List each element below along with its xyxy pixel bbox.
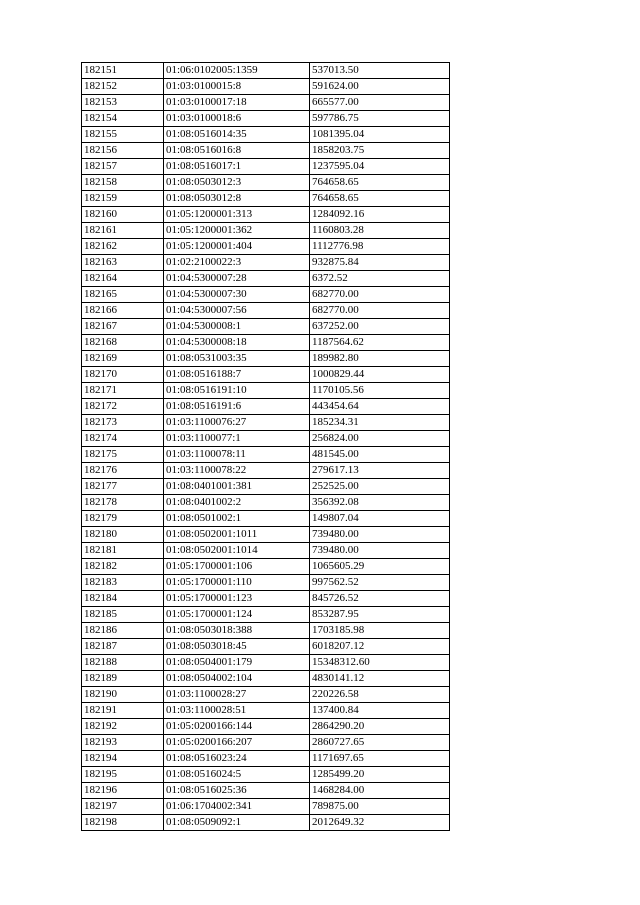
value-cell: 1187564.62 [310,335,450,351]
cadastral-number-cell: 01:04:5300008:18 [164,335,310,351]
table-row [82,671,450,687]
value-cell: 682770.00 [310,287,450,303]
table-row [82,623,450,639]
value-cell: 1285499.20 [310,767,450,783]
cadastral-number-cell: 01:03:1100078:11 [164,447,310,463]
table-row [82,79,450,95]
row-number-cell: 182163 [82,255,164,271]
row-number-cell: 182160 [82,207,164,223]
table-row [82,287,450,303]
row-number-cell: 182182 [82,559,164,575]
cadastral-value-table [81,62,450,831]
table-row [82,399,450,415]
cadastral-number-cell: 01:08:0516025:36 [164,783,310,799]
value-cell: 1237595.04 [310,159,450,175]
row-number-cell: 182159 [82,191,164,207]
cadastral-number-cell: 01:05:1700001:123 [164,591,310,607]
row-number-cell: 182191 [82,703,164,719]
table-row [82,719,450,735]
cadastral-number-cell: 01:08:0516024:5 [164,767,310,783]
cadastral-number-cell: 01:08:0502001:1014 [164,543,310,559]
cadastral-number-cell: 01:03:0100018:6 [164,111,310,127]
value-cell: 443454.64 [310,399,450,415]
row-number-cell: 182175 [82,447,164,463]
row-number-cell: 182190 [82,687,164,703]
value-cell: 1468284.00 [310,783,450,799]
table-row [82,143,450,159]
value-cell: 1081395.04 [310,127,450,143]
value-cell: 185234.31 [310,415,450,431]
cadastral-number-cell: 01:08:0531003:35 [164,351,310,367]
value-cell: 2864290.20 [310,719,450,735]
cadastral-number-cell: 01:08:0503018:388 [164,623,310,639]
value-cell: 149807.04 [310,511,450,527]
table-body [82,63,450,831]
value-cell: 481545.00 [310,447,450,463]
cadastral-number-cell: 01:08:0401002:2 [164,495,310,511]
value-cell: 279617.13 [310,463,450,479]
row-number-cell: 182194 [82,751,164,767]
table-row [82,767,450,783]
cadastral-number-cell: 01:08:0504001:179 [164,655,310,671]
table-row [82,303,450,319]
table-row [82,735,450,751]
table-row [82,223,450,239]
cadastral-number-cell: 01:05:1700001:110 [164,575,310,591]
value-cell: 997562.52 [310,575,450,591]
table-row [82,159,450,175]
table-row [82,575,450,591]
row-number-cell: 182164 [82,271,164,287]
table-row [82,415,450,431]
cadastral-number-cell: 01:04:5300007:28 [164,271,310,287]
value-cell: 853287.95 [310,607,450,623]
value-cell: 189982.80 [310,351,450,367]
cadastral-number-cell: 01:05:1200001:313 [164,207,310,223]
cadastral-number-cell: 01:05:0200166:207 [164,735,310,751]
table-row [82,799,450,815]
cadastral-number-cell: 01:04:5300008:1 [164,319,310,335]
table-row [82,495,450,511]
row-number-cell: 182154 [82,111,164,127]
row-number-cell: 182170 [82,367,164,383]
cadastral-number-cell: 01:08:0502001:1011 [164,527,310,543]
row-number-cell: 182172 [82,399,164,415]
row-number-cell: 182187 [82,639,164,655]
table-row [82,463,450,479]
row-number-cell: 182189 [82,671,164,687]
cadastral-number-cell: 01:08:0503018:45 [164,639,310,655]
row-number-cell: 182179 [82,511,164,527]
cadastral-number-cell: 01:03:1100076:27 [164,415,310,431]
value-cell: 6018207.12 [310,639,450,655]
cadastral-number-cell: 01:08:0516017:1 [164,159,310,175]
cadastral-number-cell: 01:05:1700001:106 [164,559,310,575]
row-number-cell: 182155 [82,127,164,143]
table-row [82,783,450,799]
value-cell: 597786.75 [310,111,450,127]
row-number-cell: 182173 [82,415,164,431]
table-row [82,703,450,719]
table-row [82,607,450,623]
cadastral-number-cell: 01:06:0102005:1359 [164,63,310,79]
value-cell: 2860727.65 [310,735,450,751]
table-row [82,319,450,335]
cadastral-number-cell: 01:08:0509092:1 [164,815,310,831]
value-cell: 932875.84 [310,255,450,271]
table-row [82,335,450,351]
value-cell: 220226.58 [310,687,450,703]
value-cell: 252525.00 [310,479,450,495]
row-number-cell: 182185 [82,607,164,623]
cadastral-number-cell: 01:05:0200166:144 [164,719,310,735]
table-row [82,63,450,79]
value-cell: 665577.00 [310,95,450,111]
cadastral-number-cell: 01:08:0516191:10 [164,383,310,399]
cadastral-number-cell: 01:06:1704002:341 [164,799,310,815]
row-number-cell: 182158 [82,175,164,191]
table-row [82,687,450,703]
row-number-cell: 182166 [82,303,164,319]
cadastral-number-cell: 01:05:1700001:124 [164,607,310,623]
table-row [82,191,450,207]
value-cell: 1171697.65 [310,751,450,767]
value-cell: 1065605.29 [310,559,450,575]
cadastral-number-cell: 01:08:0504002:104 [164,671,310,687]
cadastral-number-cell: 01:03:0100017:18 [164,95,310,111]
value-cell: 1284092.16 [310,207,450,223]
table-row [82,207,450,223]
row-number-cell: 182181 [82,543,164,559]
cadastral-number-cell: 01:05:1200001:362 [164,223,310,239]
cadastral-number-cell: 01:04:5300007:56 [164,303,310,319]
table-row [82,175,450,191]
value-cell: 845726.52 [310,591,450,607]
value-cell: 1703185.98 [310,623,450,639]
value-cell: 2012649.32 [310,815,450,831]
row-number-cell: 182186 [82,623,164,639]
cadastral-number-cell: 01:08:0516188:7 [164,367,310,383]
cadastral-number-cell: 01:03:1100077:1 [164,431,310,447]
cadastral-number-cell: 01:08:0516014:35 [164,127,310,143]
row-number-cell: 182157 [82,159,164,175]
row-number-cell: 182174 [82,431,164,447]
value-cell: 1160803.28 [310,223,450,239]
row-number-cell: 182197 [82,799,164,815]
value-cell: 256824.00 [310,431,450,447]
row-number-cell: 182151 [82,63,164,79]
cadastral-number-cell: 01:05:1200001:404 [164,239,310,255]
row-number-cell: 182167 [82,319,164,335]
row-number-cell: 182171 [82,383,164,399]
value-cell: 137400.84 [310,703,450,719]
row-number-cell: 182183 [82,575,164,591]
table-row [82,239,450,255]
table-row [82,447,450,463]
value-cell: 356392.08 [310,495,450,511]
value-cell: 591624.00 [310,79,450,95]
cadastral-number-cell: 01:03:1100028:51 [164,703,310,719]
cadastral-number-cell: 01:03:1100028:27 [164,687,310,703]
value-cell: 739480.00 [310,543,450,559]
row-number-cell: 182195 [82,767,164,783]
value-cell: 1858203.75 [310,143,450,159]
value-cell: 6372.52 [310,271,450,287]
cadastral-number-cell: 01:04:5300007:30 [164,287,310,303]
row-number-cell: 182153 [82,95,164,111]
row-number-cell: 182165 [82,287,164,303]
value-cell: 1000829.44 [310,367,450,383]
table-row [82,351,450,367]
value-cell: 637252.00 [310,319,450,335]
row-number-cell: 182168 [82,335,164,351]
cadastral-number-cell: 01:03:1100078:22 [164,463,310,479]
row-number-cell: 182192 [82,719,164,735]
table-row [82,591,450,607]
row-number-cell: 182193 [82,735,164,751]
row-number-cell: 182176 [82,463,164,479]
cadastral-number-cell: 01:08:0516023:24 [164,751,310,767]
value-cell: 789875.00 [310,799,450,815]
cadastral-number-cell: 01:02:2100022:3 [164,255,310,271]
row-number-cell: 182188 [82,655,164,671]
table-row [82,639,450,655]
cadastral-number-cell: 01:08:0503012:3 [164,175,310,191]
value-cell: 682770.00 [310,303,450,319]
table-row [82,543,450,559]
row-number-cell: 182178 [82,495,164,511]
cadastral-number-cell: 01:08:0401001:381 [164,479,310,495]
cadastral-number-cell: 01:08:0516016:8 [164,143,310,159]
table-row [82,815,450,831]
table-row [82,559,450,575]
value-cell: 15348312.60 [310,655,450,671]
table-row [82,751,450,767]
table-row [82,383,450,399]
value-cell: 764658.65 [310,191,450,207]
row-number-cell: 182198 [82,815,164,831]
table-row [82,111,450,127]
value-cell: 1170105.56 [310,383,450,399]
table-row [82,527,450,543]
row-number-cell: 182180 [82,527,164,543]
cadastral-number-cell: 01:03:0100015:8 [164,79,310,95]
value-cell: 537013.50 [310,63,450,79]
row-number-cell: 182184 [82,591,164,607]
table-row [82,431,450,447]
value-cell: 764658.65 [310,175,450,191]
row-number-cell: 182196 [82,783,164,799]
cadastral-number-cell: 01:08:0516191:6 [164,399,310,415]
row-number-cell: 182162 [82,239,164,255]
cadastral-number-cell: 01:08:0501002:1 [164,511,310,527]
row-number-cell: 182156 [82,143,164,159]
value-cell: 4830141.12 [310,671,450,687]
table-row [82,127,450,143]
table-row [82,271,450,287]
row-number-cell: 182177 [82,479,164,495]
row-number-cell: 182161 [82,223,164,239]
table-row [82,255,450,271]
table-row [82,655,450,671]
value-cell: 739480.00 [310,527,450,543]
table-row [82,479,450,495]
row-number-cell: 182169 [82,351,164,367]
row-number-cell: 182152 [82,79,164,95]
cadastral-number-cell: 01:08:0503012:8 [164,191,310,207]
value-cell: 1112776.98 [310,239,450,255]
table-row [82,367,450,383]
table-row [82,511,450,527]
table-row [82,95,450,111]
